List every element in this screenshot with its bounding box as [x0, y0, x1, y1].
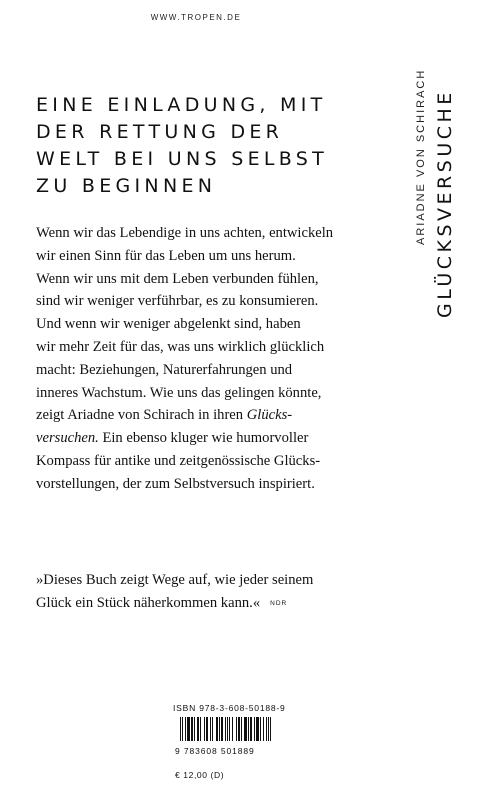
quote-source: NDR	[270, 599, 288, 607]
blurb-line: Kompass für antike und zeitgenössische Glücks-	[36, 452, 321, 469]
blurb-line: inneres Wachstum. Wie uns das gelingen könnte,	[36, 384, 322, 401]
book-title-italic: versuchen.	[36, 430, 99, 447]
blurb-line: wir einen Sinn für das Leben um uns herum.	[36, 247, 296, 264]
book-title-italic: Glücks-	[246, 407, 293, 424]
headline-line: ZU BEGINNEN	[36, 175, 217, 197]
blurb-line: macht: Beziehungen, Naturerfahrungen und	[36, 361, 293, 378]
blurb-line: versuchen. Ein ebenso kluger wie humorvoller	[36, 430, 309, 447]
barcode	[180, 717, 298, 741]
blurb-line: zeigt Ariadne von Schirach in ihren Glücks-	[36, 407, 293, 424]
headline-line: WELT BEI UNS SELBST	[36, 148, 329, 170]
press-quote	[36, 569, 396, 616]
headline	[36, 92, 396, 200]
spine-title: GLÜCKSVERSUCHE	[434, 89, 456, 318]
publisher-url: WWW.TROPEN.DE	[150, 13, 242, 22]
spine-author: ARIADNE VON SCHIRACH	[415, 68, 427, 245]
headline-line: DER RETTUNG DER	[36, 121, 284, 143]
quote-line: »Dieses Buch zeigt Wege auf, wie jeder seinem	[36, 572, 314, 588]
price: € 12,00 (D)	[175, 770, 225, 780]
blurb-line: sind wir weniger verführbar, es zu konsumieren.	[36, 293, 319, 310]
blurb-line: wir mehr Zeit für das, was uns wirklich glücklich	[36, 338, 325, 355]
isbn-number: ISBN 978-3-608-50188-9	[173, 703, 286, 713]
ean-digits: 9 783608 501889	[175, 746, 255, 756]
blurb-line: Wenn wir das Lebendige in uns achten, entwickeln	[36, 225, 334, 241]
headline-line: EINE EINLADUNG, MIT	[36, 94, 327, 116]
quote-line: Glück ein Stück näherkommen kann.« NDR	[36, 594, 288, 611]
blurb-text	[36, 222, 396, 496]
blurb-line: Und wenn wir weniger abgelenkt sind, haben	[36, 316, 301, 333]
blurb-line: Wenn wir uns mit dem Leben verbunden fühlen,	[36, 270, 319, 287]
blurb-line: vorstellungen, der zum Selbstversuch inspiriert.	[36, 475, 315, 492]
